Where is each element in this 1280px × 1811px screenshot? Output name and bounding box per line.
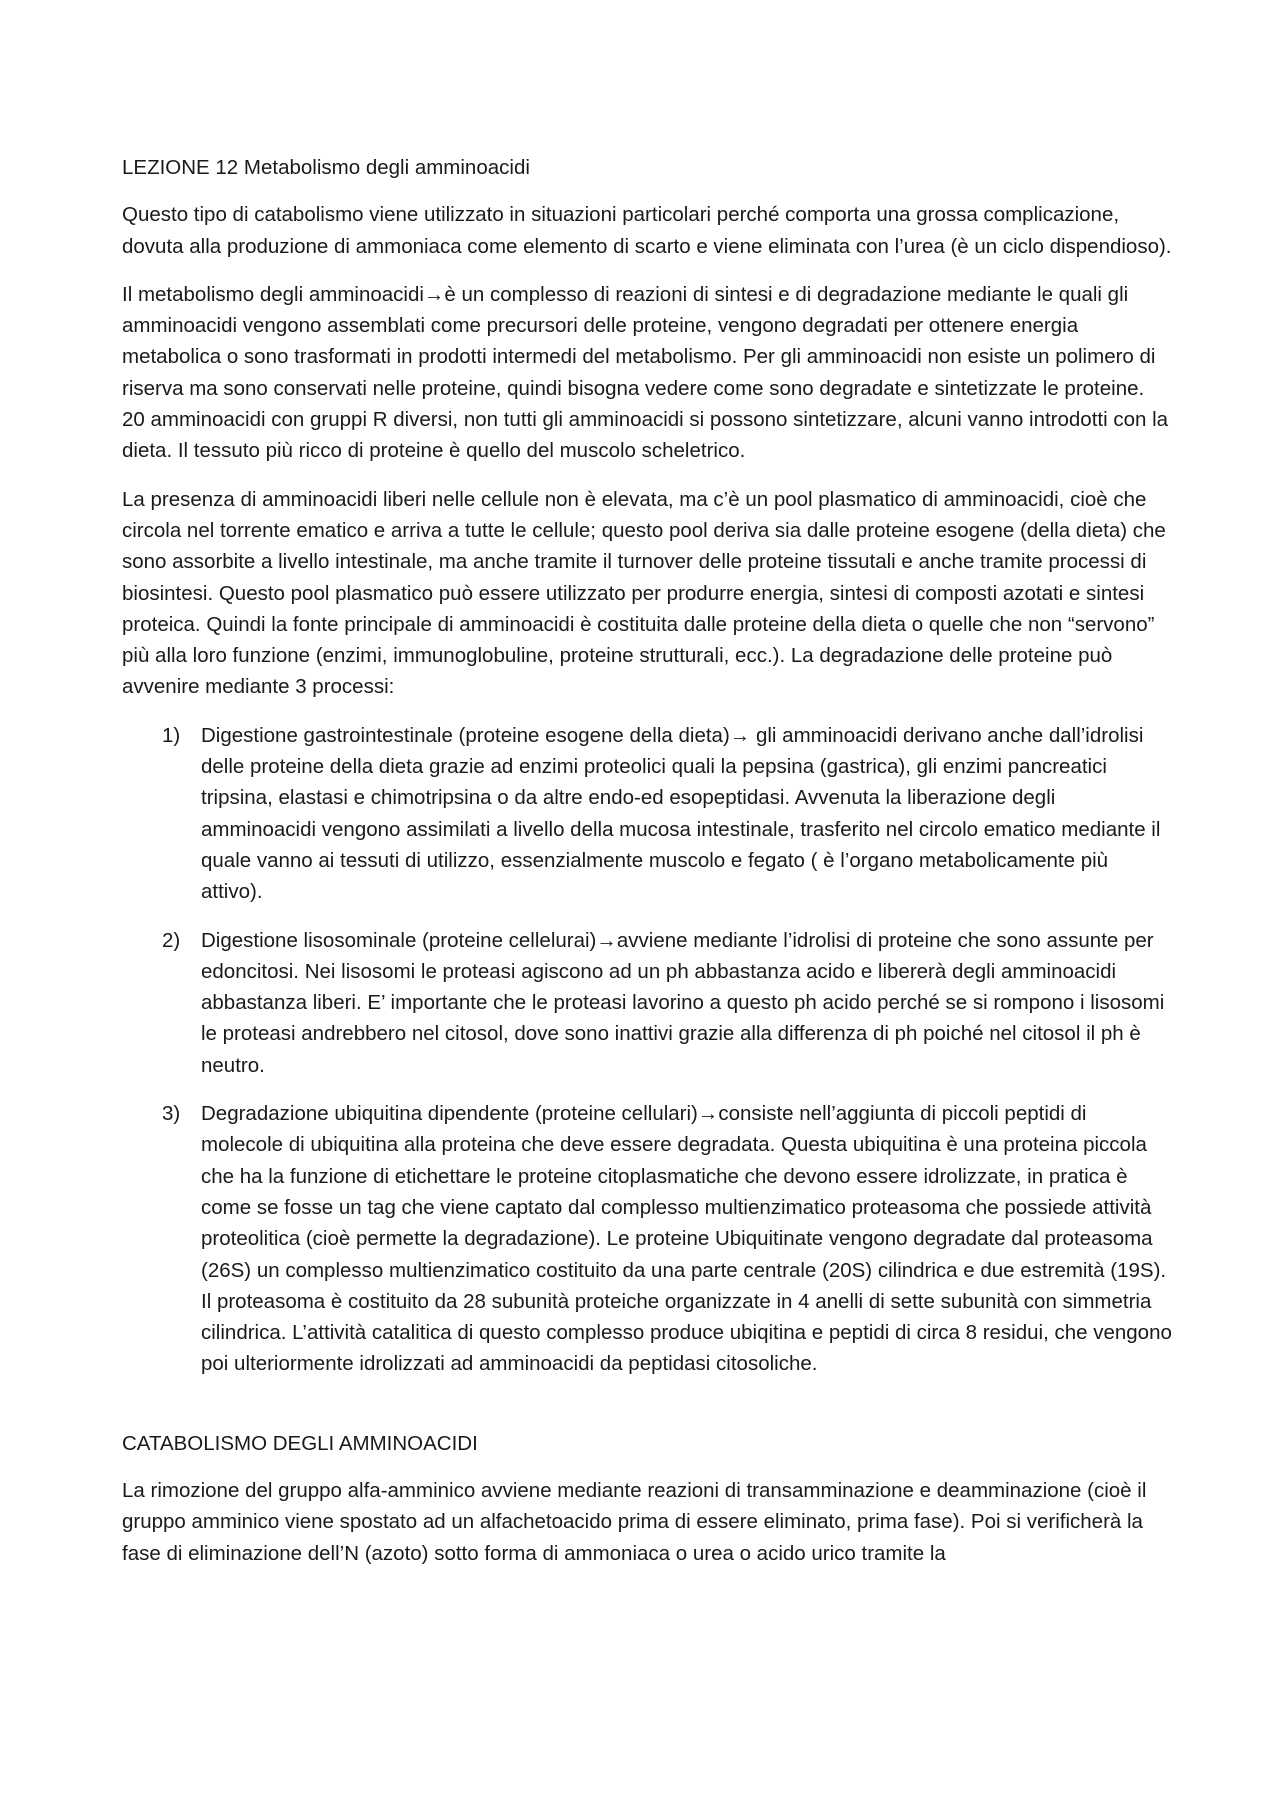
document-title: LEZIONE 12 Metabolismo degli amminoacidi <box>122 156 530 179</box>
list-item-text: Digestione gastrointestinale (proteine esogene della dieta)→ gli amminoacidi derivano anche dall’idrolisi delle proteine della dieta grazie ad enzimi proteolici quali la pepsina (gastrica), gli enzimi pancreatici tripsina, elastasi e chimotripsina o da altre endo-ed esopeptidasi. Avvenuta la liberazione degli amminoacidi vengono assimilati a livello della mucosa intestinale, trasferito nel circolo ematico mediante il quale vanno ai tessuti di utilizzo, essenzialmente muscolo e fegato ( è l’organo metabolicamente più attivo). <box>201 723 1161 904</box>
section-heading-catabolismo: CATABOLISMO DEGLI AMMINOACIDI <box>122 1431 478 1455</box>
intro-paragraph-1: Questo tipo di catabolismo viene utilizzato in situazioni particolari perché comporta una grossa complicazione, dovuta alla produzione di ammoniaca come elemento di scarto e viene eliminata con l’urea (è un ciclo dispendioso). <box>122 203 1172 258</box>
section-paragraph-catabolismo: La rimozione del gruppo alfa-amminico avviene mediante reazioni di transamminazione e deamminazione (cioè il gruppo amminico viene spostato ad un alfachetoacido prima di essere eliminato, prima fase). Poi si verificherà la fase di eliminazione dell’N (azoto) sotto forma di ammoniaca o urea o acido urico tramite la <box>122 1478 1147 1565</box>
list-item-text: Digestione lisosominale (proteine cellelurai)→avviene mediante l’idrolisi di proteine che sono assunte per edoncitosi. Nei lisosomi le proteasi agiscono ad un ph abbastanza acido e libererà degli amminoacidi abbastanza liberi. E’ importante che le proteasi lavorino a questo ph acido perché se si rompono i lisosomi le proteasi andrebbero nel citosol, dove sono inattivi grazie alla differenza di ph poiché nel citosol il ph è neutro. <box>201 928 1165 1077</box>
list-item <box>122 720 1172 908</box>
list-item <box>122 1098 1172 1380</box>
intro-paragraph-2: Il metabolismo degli amminoacidi→è un complesso di reazioni di sintesi e di degradazione mediante le quali gli amminoacidi vengono assemblati come precursori delle proteine, vengono degradati per ottenere energia metabolica o sono trasformati in prodotti intermedi del metabolismo. Per gli amminoacidi non esiste un polimero di riserva ma sono conservati nelle proteine, quindi bisogna vedere come sono degradate e sintetizzate le proteine. 20 amminoacidi con gruppi R diversi, non tutti gli amminoacidi si possono sintetizzare, alcuni vanno introdotti con la dieta. Il tessuto più ricco di proteine è quello del muscolo scheletrico. <box>122 282 1169 463</box>
section-spacer <box>122 1397 1172 1428</box>
degradation-process-list <box>122 720 1172 1380</box>
list-item <box>122 925 1172 1081</box>
list-item-number: 2) <box>162 928 181 952</box>
list-item-text: Degradazione ubiquitina dipendente (proteine cellulari)→consiste nell’aggiunta di piccoli peptidi di molecole di ubiquitina alla proteina che deve essere degradata. Questa ubiquitina è una proteina piccola che ha la funzione di etichettare le proteine citoplasmatiche che devono essere idrolizzate, in pratica è come se fosse un tag che viene captato dal complesso multienzimatico proteasoma che possiede attività proteolitica (cioè permette la degradazione). Le proteine Ubiquitinate vengono degradate dal proteasoma (26S) un complesso multienzimatico costituito da una parte centrale (20S) cilindrica e due estremità (19S). Il proteasoma è costituito da 28 subunità proteiche organizzate in 4 anelli di sette subunità con simmetria cilindrica. L’attività catalitica di questo complesso produce ubiqitina e peptidi di circa 8 residui, che vengono poi ulteriormente idrolizzati ad amminoacidi da peptidasi citosoliche. <box>201 1102 1172 1376</box>
intro-paragraph-3: La presenza di amminoacidi liberi nelle cellule non è elevata, ma c’è un pool plasmatico di amminoacidi, cioè che circola nel torrente ematico e arriva a tutte le cellule; questo pool deriva sia dalle proteine esogene (della dieta) che sono assorbite a livello intestinale, ma anche tramite il turnover delle proteine tissutali e anche tramite processi di biosintesi. Questo pool plasmatico può essere utilizzato per produrre energia, sintesi di composti azotati e sintesi proteica. Quindi la fonte principale di amminoacidi è costituita dalle proteine della dieta o quelle che non “servono” più alla loro funzione (enzimi, immunoglobuline, proteine strutturali, ecc.). La degradazione delle proteine può avvenire mediante 3 processi: <box>122 487 1166 699</box>
list-item-number: 3) <box>162 1102 181 1126</box>
list-item-number: 1) <box>162 723 181 747</box>
document-page <box>122 152 1172 1586</box>
